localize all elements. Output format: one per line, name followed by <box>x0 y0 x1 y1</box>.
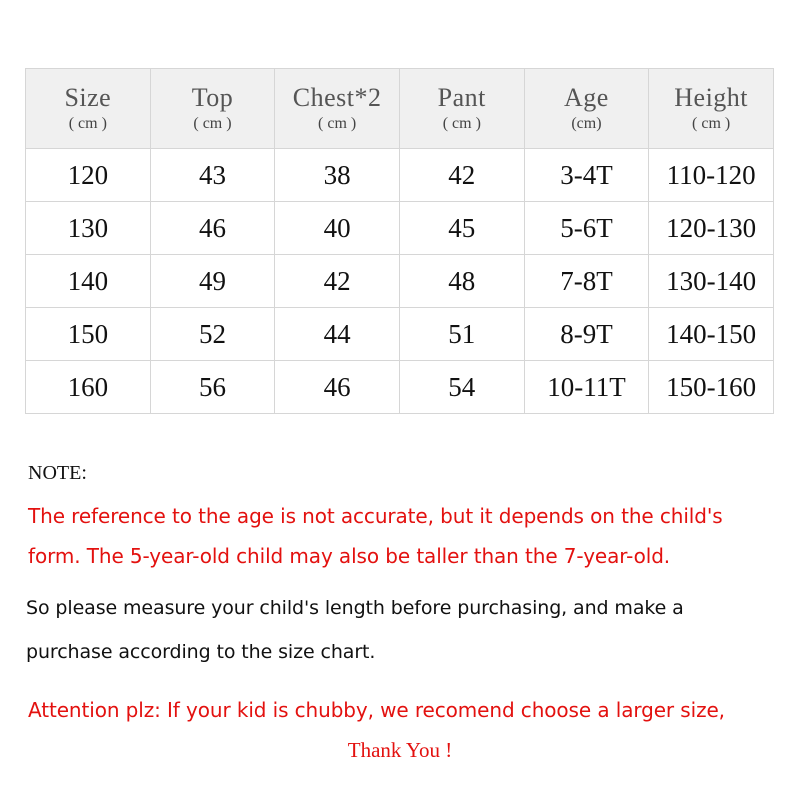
header-label: Age <box>564 82 609 112</box>
size-chart-table <box>25 68 774 414</box>
cell-chest: 40 <box>275 202 400 255</box>
attention-note: Attention plz: If your kid is chubby, we recomend choose a larger size, <box>28 698 725 722</box>
header-label: Top <box>191 82 234 112</box>
cell-chest: 44 <box>275 308 400 361</box>
cell-height: 130-140 <box>649 255 774 308</box>
cell-chest: 38 <box>275 149 400 202</box>
cell-size: 140 <box>26 255 151 308</box>
cell-size: 160 <box>26 361 151 414</box>
header-unit: ( cm ) <box>193 114 232 132</box>
header-label: Pant <box>437 82 486 112</box>
cell-height: 110-120 <box>649 149 774 202</box>
header-height <box>649 69 774 149</box>
cell-age: 10-11T <box>524 361 649 414</box>
cell-top: 49 <box>150 255 275 308</box>
cell-pant: 42 <box>399 149 524 202</box>
table-row <box>26 255 774 308</box>
cell-top: 43 <box>150 149 275 202</box>
size-chart-body <box>26 149 774 414</box>
measure-instruction-line-1: So please measure your child's length before purchasing, and make a <box>26 597 684 619</box>
cell-age: 5-6T <box>524 202 649 255</box>
age-disclaimer-line-2: form. The 5-year-old child may also be taller than the 7-year-old. <box>28 544 671 568</box>
cell-pant: 51 <box>399 308 524 361</box>
header-row <box>26 69 774 149</box>
header-unit: (cm) <box>571 114 602 132</box>
cell-age: 3-4T <box>524 149 649 202</box>
cell-chest: 46 <box>275 361 400 414</box>
header-unit: ( cm ) <box>442 114 481 132</box>
cell-height: 150-160 <box>649 361 774 414</box>
cell-top: 52 <box>150 308 275 361</box>
cell-height: 140-150 <box>649 308 774 361</box>
cell-size: 130 <box>26 202 151 255</box>
header-label: Chest*2 <box>292 82 382 112</box>
cell-top: 56 <box>150 361 275 414</box>
cell-age: 8-9T <box>524 308 649 361</box>
table-row <box>26 149 774 202</box>
cell-pant: 54 <box>399 361 524 414</box>
table-row <box>26 308 774 361</box>
header-unit: ( cm ) <box>68 114 107 132</box>
cell-size: 150 <box>26 308 151 361</box>
cell-top: 46 <box>150 202 275 255</box>
header-label: Height <box>674 82 749 112</box>
cell-size: 120 <box>26 149 151 202</box>
table-row <box>26 202 774 255</box>
thank-you-text: Thank You ! <box>347 738 453 762</box>
size-chart-header <box>26 69 774 149</box>
note-label: NOTE: <box>28 462 87 484</box>
measure-instruction-line-2: purchase according to the size chart. <box>26 641 376 663</box>
cell-chest: 42 <box>275 255 400 308</box>
cell-pant: 45 <box>399 202 524 255</box>
header-chest <box>275 69 400 149</box>
cell-height: 120-130 <box>649 202 774 255</box>
header-top <box>150 69 275 149</box>
header-size <box>26 69 151 149</box>
age-disclaimer-line-1: The reference to the age is not accurate, but it depends on the child's <box>28 504 723 528</box>
table-row <box>26 361 774 414</box>
header-label: Size <box>64 82 112 112</box>
header-pant <box>399 69 524 149</box>
header-unit: ( cm ) <box>692 114 731 132</box>
cell-age: 7-8T <box>524 255 649 308</box>
header-age <box>524 69 649 149</box>
header-unit: ( cm ) <box>318 114 357 132</box>
cell-pant: 48 <box>399 255 524 308</box>
